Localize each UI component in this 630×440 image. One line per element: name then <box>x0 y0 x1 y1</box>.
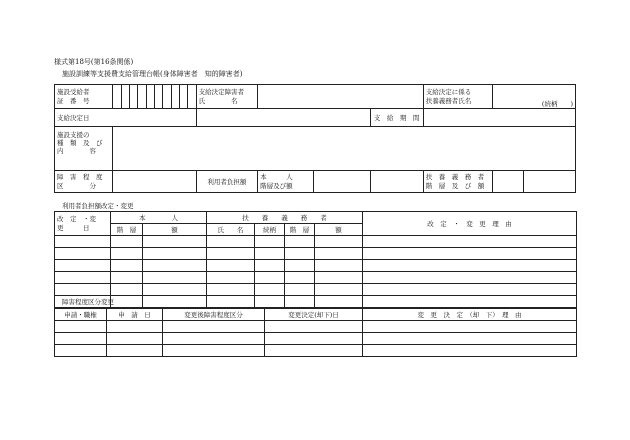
recipient-info-table <box>54 84 576 193</box>
supporter-class-label: 扶 養 義 務 者 階 層 及 び 額 <box>423 171 492 193</box>
supporter-name-label: 支給決定に係る 扶養義務者氏名 <box>423 85 492 109</box>
self-class-amount-field[interactable] <box>370 171 423 193</box>
recipient-number-label: 施設受給者 証 番 号 <box>55 85 113 109</box>
recipient-digit-cell[interactable] <box>138 85 146 109</box>
recipient-digit-cell[interactable] <box>179 85 187 109</box>
supporter-class-field[interactable] <box>492 171 523 193</box>
table-row[interactable] <box>55 272 577 284</box>
apply-date-header: 申 請 日 <box>107 309 163 321</box>
table-row[interactable] <box>55 345 577 357</box>
burden-change-table <box>54 211 577 308</box>
period-field[interactable] <box>423 109 575 127</box>
applicant-header: 申請・職権 <box>55 309 107 321</box>
supporter-amount-header: 額 <box>315 224 363 236</box>
table-row[interactable] <box>55 248 577 260</box>
table-row[interactable] <box>55 236 577 248</box>
recipient-digit-cell[interactable] <box>121 85 129 109</box>
decision-date-field[interactable] <box>196 109 370 127</box>
new-level-header: 変更後障害程度区分 <box>163 309 265 321</box>
relation-header: 続柄 <box>255 224 285 236</box>
change-date-header: 改 定 ・変 更 日 <box>55 212 111 236</box>
recipient-digit-cell[interactable] <box>188 85 196 109</box>
decision-date-header: 変更決定(却下)日 <box>265 309 363 321</box>
table-row[interactable] <box>55 260 577 272</box>
document-title: 施設訓練等支援費支給管理台帳(身体障害者 知的障害者) <box>62 70 243 78</box>
self-header: 本 人 <box>111 212 207 224</box>
supporter-name-header: 氏 名 <box>207 224 255 236</box>
self-class-label: 本 人 階層及び額 <box>258 171 314 193</box>
recipient-digit-cell[interactable] <box>146 85 154 109</box>
disability-name-field[interactable] <box>258 85 424 109</box>
support-type-label: 施設支援の 種 類 及 び 内 容 <box>55 127 113 171</box>
self-class-field[interactable] <box>314 171 370 193</box>
disability-level-label: 障 害 程 度 区 分 <box>55 171 113 193</box>
recipient-digit-cell[interactable] <box>154 85 162 109</box>
level-section-title: 障害程度区分変更 <box>62 298 114 306</box>
recipient-digit-cell[interactable] <box>113 85 121 109</box>
self-class-header: 階 層 <box>111 224 143 236</box>
level-change-table <box>54 308 577 357</box>
recipient-digit-cell[interactable] <box>171 85 179 109</box>
supporter-header: 扶 養 義 務 者 <box>207 212 363 224</box>
level-reason-header: 変 更 決 定 （却 下） 理 由 <box>363 309 577 321</box>
disability-level-field[interactable] <box>113 171 196 193</box>
supporter-name-field[interactable]: (続柄 ) <box>492 85 576 109</box>
table-row[interactable] <box>55 333 577 345</box>
form-number: 様式第18号(第16条関係) <box>54 58 134 66</box>
recipient-digit-cell[interactable] <box>163 85 171 109</box>
supporter-class-header: 階 層 <box>285 224 315 236</box>
burden-section-title: 利用者負担額改定・変更 <box>62 202 134 210</box>
period-label: 支 給 期 間 <box>370 109 423 127</box>
disability-name-label: 支給決定障害者 氏 名 <box>196 85 257 109</box>
table-row[interactable] <box>55 296 577 308</box>
reason-header: 改 定 ・ 変 更 理 由 <box>363 212 577 236</box>
self-amount-header: 額 <box>143 224 207 236</box>
support-type-field[interactable] <box>113 127 576 171</box>
recipient-digit-cell[interactable] <box>130 85 138 109</box>
user-burden-label: 利用者負担額 <box>196 171 257 193</box>
decision-date-label: 支給決定日 <box>55 109 197 127</box>
table-row[interactable] <box>55 321 577 333</box>
supporter-class-amount-field[interactable] <box>523 171 575 193</box>
table-row[interactable] <box>55 284 577 296</box>
